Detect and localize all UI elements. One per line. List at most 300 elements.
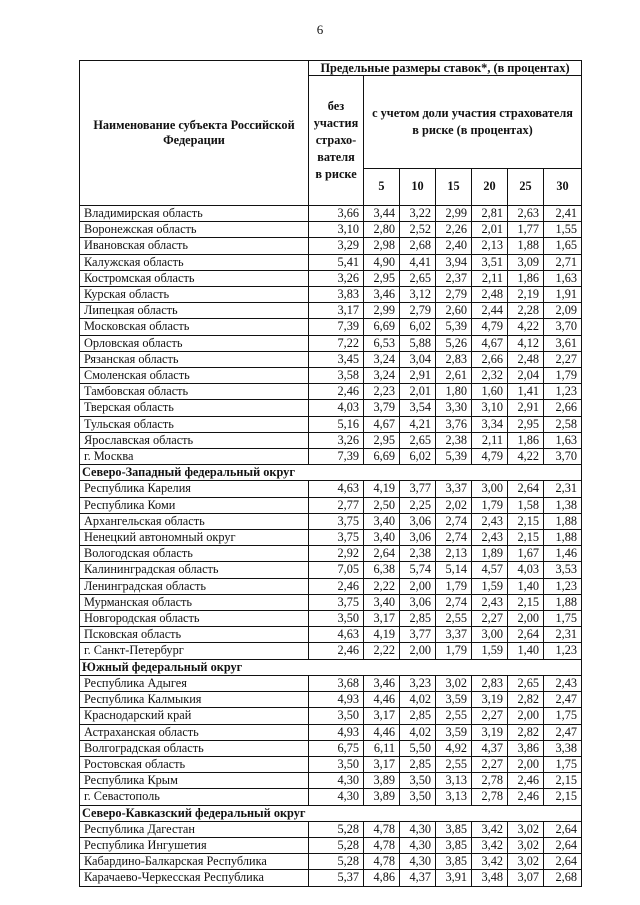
table-row [80,578,582,594]
table-row [80,368,582,384]
rate-without-share: 7,05 [309,562,364,578]
table-row [80,416,582,432]
table-row [80,303,582,319]
table-body [80,206,582,887]
table-row [80,756,582,772]
subject-name: Орловская область [80,335,309,351]
rate-share-5: 3,46 [364,675,400,691]
rate-share-5: 2,50 [364,497,400,513]
rate-without-share: 5,28 [309,837,364,853]
table-row [80,643,582,659]
subject-column-header: Наименование субъекта Российской Федерации [80,61,309,206]
rate-share-15: 4,92 [436,740,472,756]
rate-share-20: 4,37 [472,740,508,756]
table-row [80,627,582,643]
rate-share-25: 1,41 [508,384,544,400]
rate-share-20: 2,27 [472,611,508,627]
subject-name: Кабардино-Балкарская Республика [80,854,309,870]
rate-share-30: 2,64 [544,821,582,837]
rate-share-10: 3,50 [400,789,436,805]
subject-name: Республика Адыгея [80,675,309,691]
rate-share-25: 3,07 [508,870,544,886]
rate-without-share: 2,46 [309,643,364,659]
rate-without-share: 5,28 [309,854,364,870]
rate-share-5: 3,89 [364,773,400,789]
subject-name: Владимирская область [80,206,309,222]
rate-share-5: 3,46 [364,287,400,303]
rate-without-share: 2,46 [309,384,364,400]
rate-share-20: 1,59 [472,578,508,594]
rate-share-25: 2,00 [508,611,544,627]
rate-share-5: 4,67 [364,416,400,432]
subject-name: Тульская область [80,416,309,432]
rate-share-10: 4,30 [400,837,436,853]
table-row [80,821,582,837]
rate-share-10: 6,02 [400,319,436,335]
rate-share-25: 2,64 [508,627,544,643]
rate-without-share: 7,39 [309,319,364,335]
rate-share-25: 2,63 [508,206,544,222]
table-row [80,724,582,740]
table-row [80,546,582,562]
rate-share-25: 2,04 [508,368,544,384]
rate-share-10: 4,30 [400,821,436,837]
rate-share-15: 2,79 [436,287,472,303]
rate-share-15: 2,61 [436,368,472,384]
table-row [80,740,582,756]
rate-share-10: 3,22 [400,206,436,222]
rate-share-30: 2,31 [544,627,582,643]
rate-share-25: 2,46 [508,789,544,805]
rate-share-10: 2,85 [400,708,436,724]
rate-share-10: 3,06 [400,513,436,529]
rate-without-share: 4,30 [309,789,364,805]
rate-share-10: 2,85 [400,611,436,627]
rate-share-30: 1,88 [544,513,582,529]
rate-without-share: 3,68 [309,675,364,691]
rate-share-15: 2,26 [436,222,472,238]
rate-share-25: 2,15 [508,594,544,610]
subject-name: Республика Карелия [80,481,309,497]
rate-share-10: 3,50 [400,773,436,789]
rate-share-20: 2,44 [472,303,508,319]
subject-name: Московская область [80,319,309,335]
rate-share-20: 2,83 [472,675,508,691]
rate-share-15: 3,59 [436,692,472,708]
rate-share-30: 2,66 [544,400,582,416]
subject-name: Калининградская область [80,562,309,578]
subject-name: г. Санкт-Петербург [80,643,309,659]
rate-share-20: 2,11 [472,432,508,448]
rate-share-30: 2,64 [544,837,582,853]
subject-name: Республика Дагестан [80,821,309,837]
rate-without-share: 3,83 [309,287,364,303]
rate-share-30: 1,65 [544,238,582,254]
rate-share-15: 3,37 [436,627,472,643]
rate-share-15: 3,85 [436,821,472,837]
rate-without-share: 2,92 [309,546,364,562]
rate-share-15: 3,30 [436,400,472,416]
rate-share-20: 2,81 [472,206,508,222]
table-row [80,481,582,497]
rate-without-share: 3,75 [309,594,364,610]
subject-name: Калужская область [80,254,309,270]
rate-share-10: 3,54 [400,400,436,416]
subject-name: Астраханская область [80,724,309,740]
rate-share-15: 3,13 [436,789,472,805]
rate-share-15: 3,94 [436,254,472,270]
rate-share-15: 1,79 [436,578,472,594]
rate-share-5: 3,44 [364,206,400,222]
rate-share-15: 3,85 [436,837,472,853]
rates-group-header: Предельные размеры ставок*, (в процентах) [309,61,582,76]
rate-share-20: 3,48 [472,870,508,886]
rate-share-30: 2,58 [544,416,582,432]
table-row [80,611,582,627]
table-row [80,773,582,789]
rate-share-10: 4,41 [400,254,436,270]
rate-without-share: 2,46 [309,578,364,594]
subject-name: Смоленская область [80,368,309,384]
rate-share-10: 2,25 [400,497,436,513]
rate-share-5: 2,95 [364,432,400,448]
rate-without-share: 3,17 [309,303,364,319]
rate-share-20: 3,19 [472,724,508,740]
rate-share-5: 6,69 [364,449,400,465]
rate-share-20: 2,78 [472,773,508,789]
rate-share-10: 2,00 [400,643,436,659]
subject-name: Ленинградская область [80,578,309,594]
rate-without-share: 3,50 [309,611,364,627]
percent-header-25: 25 [508,169,544,206]
rate-without-share: 4,03 [309,400,364,416]
rate-share-10: 2,52 [400,222,436,238]
rate-share-20: 1,89 [472,546,508,562]
rate-share-10: 4,37 [400,870,436,886]
rate-share-25: 1,67 [508,546,544,562]
rate-share-15: 5,26 [436,335,472,351]
rate-share-30: 2,43 [544,675,582,691]
rate-share-20: 4,57 [472,562,508,578]
rate-without-share: 3,26 [309,432,364,448]
rate-share-10: 5,74 [400,562,436,578]
rate-share-25: 3,02 [508,837,544,853]
subject-name: Ненецкий автономный округ [80,530,309,546]
rate-share-25: 3,02 [508,821,544,837]
rate-share-15: 5,39 [436,449,472,465]
rate-share-30: 3,70 [544,449,582,465]
rate-share-30: 1,88 [544,530,582,546]
rate-without-share: 3,75 [309,513,364,529]
rate-share-20: 3,34 [472,416,508,432]
rate-share-30: 2,27 [544,351,582,367]
rate-share-5: 2,80 [364,222,400,238]
rate-share-5: 4,19 [364,481,400,497]
table-row [80,854,582,870]
subject-name: Архангельская область [80,513,309,529]
subject-name: Республика Калмыкия [80,692,309,708]
percent-header-20: 20 [472,169,508,206]
subject-name: Карачаево-Черкесская Республика [80,870,309,886]
rate-share-15: 2,99 [436,206,472,222]
table-row [80,692,582,708]
rate-share-30: 1,38 [544,497,582,513]
rate-share-20: 4,67 [472,335,508,351]
rate-share-15: 2,55 [436,611,472,627]
subject-name: Воронежская область [80,222,309,238]
rate-share-20: 3,42 [472,854,508,870]
percent-header-15: 15 [436,169,472,206]
rate-share-10: 2,65 [400,270,436,286]
subject-name: Курская область [80,287,309,303]
rate-without-share: 3,66 [309,206,364,222]
subject-name: Волгоградская область [80,740,309,756]
rate-share-15: 2,02 [436,497,472,513]
table-row [80,708,582,724]
section-title: Северо-Западный федеральный округ [80,465,582,481]
rate-share-25: 2,15 [508,513,544,529]
rate-share-25: 1,40 [508,578,544,594]
rate-share-10: 3,04 [400,351,436,367]
rate-share-10: 2,68 [400,238,436,254]
rate-share-20: 4,79 [472,319,508,335]
rate-without-share: 3,29 [309,238,364,254]
rate-share-5: 4,86 [364,870,400,886]
rate-share-25: 2,65 [508,675,544,691]
rate-share-10: 2,65 [400,432,436,448]
rate-share-30: 2,47 [544,724,582,740]
rate-without-share: 4,93 [309,724,364,740]
rate-share-20: 2,27 [472,708,508,724]
table-row [80,789,582,805]
rate-share-10: 3,06 [400,594,436,610]
rate-share-25: 4,22 [508,319,544,335]
rate-without-share: 3,50 [309,708,364,724]
rate-share-5: 3,40 [364,530,400,546]
subject-name: г. Москва [80,449,309,465]
rate-share-20: 3,19 [472,692,508,708]
rate-share-15: 2,55 [436,756,472,772]
table-row [80,513,582,529]
rate-share-30: 1,55 [544,222,582,238]
rate-without-share: 5,37 [309,870,364,886]
rate-share-15: 2,74 [436,530,472,546]
rate-share-25: 1,77 [508,222,544,238]
rate-share-10: 2,91 [400,368,436,384]
rate-share-5: 6,11 [364,740,400,756]
table-row [80,594,582,610]
rate-share-10: 2,00 [400,578,436,594]
rate-share-5: 3,24 [364,351,400,367]
rate-share-25: 2,48 [508,351,544,367]
rate-share-15: 1,79 [436,643,472,659]
subject-name: Ивановская область [80,238,309,254]
rate-share-30: 3,61 [544,335,582,351]
rate-without-share: 4,30 [309,773,364,789]
rate-share-15: 2,74 [436,594,472,610]
rate-share-10: 5,50 [400,740,436,756]
rate-share-10: 3,77 [400,627,436,643]
rate-share-5: 4,46 [364,692,400,708]
table-row [80,400,582,416]
rate-share-20: 1,59 [472,643,508,659]
rate-share-30: 1,75 [544,708,582,724]
rate-share-20: 3,42 [472,821,508,837]
rate-share-5: 4,90 [364,254,400,270]
rate-share-25: 2,19 [508,287,544,303]
rate-share-20: 3,10 [472,400,508,416]
rate-share-10: 2,79 [400,303,436,319]
rate-share-15: 2,13 [436,546,472,562]
table-row [80,384,582,400]
rate-share-10: 5,88 [400,335,436,351]
table-header [80,61,582,206]
rate-share-25: 4,12 [508,335,544,351]
rate-share-30: 1,63 [544,432,582,448]
rate-share-10: 6,02 [400,449,436,465]
rate-share-30: 2,15 [544,773,582,789]
rate-share-30: 1,23 [544,643,582,659]
rate-share-20: 2,43 [472,530,508,546]
rate-share-25: 1,40 [508,643,544,659]
rate-share-5: 2,23 [364,384,400,400]
table-row [80,287,582,303]
rate-share-30: 3,53 [544,562,582,578]
rate-share-10: 2,85 [400,756,436,772]
subject-name: Псковская область [80,627,309,643]
rate-share-15: 3,85 [436,854,472,870]
table-row [80,432,582,448]
rate-without-share: 3,45 [309,351,364,367]
subject-name: г. Севастополь [80,789,309,805]
rate-share-5: 3,40 [364,513,400,529]
table-row [80,335,582,351]
rate-without-share: 4,63 [309,481,364,497]
rate-share-20: 3,00 [472,481,508,497]
rate-share-20: 2,78 [472,789,508,805]
subject-name: Краснодарский край [80,708,309,724]
rate-share-5: 2,99 [364,303,400,319]
rate-share-25: 2,64 [508,481,544,497]
subject-name: Республика Коми [80,497,309,513]
rate-share-10: 4,02 [400,692,436,708]
rate-without-share: 7,22 [309,335,364,351]
subject-name: Мурманская область [80,594,309,610]
rate-share-30: 1,23 [544,384,582,400]
rate-share-25: 2,28 [508,303,544,319]
rate-share-5: 6,53 [364,335,400,351]
rate-share-20: 2,66 [472,351,508,367]
table-row [80,254,582,270]
table-row [80,449,582,465]
rate-share-25: 2,00 [508,708,544,724]
rate-share-30: 1,75 [544,756,582,772]
subject-name: Новгородская область [80,611,309,627]
rate-share-25: 4,03 [508,562,544,578]
rate-share-15: 2,83 [436,351,472,367]
rate-share-15: 5,39 [436,319,472,335]
rate-share-25: 2,82 [508,692,544,708]
rate-without-share: 5,41 [309,254,364,270]
rate-share-5: 3,24 [364,368,400,384]
subject-name: Республика Ингушетия [80,837,309,853]
rate-share-10: 4,30 [400,854,436,870]
rate-share-10: 3,12 [400,287,436,303]
rate-share-15: 2,38 [436,432,472,448]
rate-share-30: 1,88 [544,594,582,610]
rate-share-30: 1,75 [544,611,582,627]
rate-share-10: 3,23 [400,675,436,691]
rate-share-5: 4,46 [364,724,400,740]
rate-without-share: 4,63 [309,627,364,643]
rate-share-5: 3,89 [364,789,400,805]
rate-share-5: 2,95 [364,270,400,286]
rate-share-20: 2,01 [472,222,508,238]
rate-share-20: 2,32 [472,368,508,384]
rate-share-25: 2,82 [508,724,544,740]
rate-share-20: 2,43 [472,513,508,529]
rate-share-25: 2,95 [508,416,544,432]
rate-share-25: 1,86 [508,270,544,286]
rate-share-30: 2,41 [544,206,582,222]
rate-share-5: 2,22 [364,643,400,659]
rate-share-15: 2,40 [436,238,472,254]
rate-share-30: 1,46 [544,546,582,562]
rate-share-30: 2,09 [544,303,582,319]
rate-share-5: 6,38 [364,562,400,578]
rate-without-share: 3,75 [309,530,364,546]
table-row [80,206,582,222]
rate-share-10: 2,38 [400,546,436,562]
rate-without-share: 6,75 [309,740,364,756]
rate-without-share: 4,93 [309,692,364,708]
rate-share-20: 2,48 [472,287,508,303]
table-row [80,562,582,578]
rate-share-10: 4,21 [400,416,436,432]
table-row [80,530,582,546]
rate-share-20: 2,43 [472,594,508,610]
rate-share-30: 3,70 [544,319,582,335]
table-row [80,497,582,513]
section-row [80,805,582,821]
rate-share-5: 3,79 [364,400,400,416]
rate-share-15: 3,02 [436,675,472,691]
rate-share-5: 2,64 [364,546,400,562]
rate-share-30: 2,68 [544,870,582,886]
subject-name: Вологодская область [80,546,309,562]
rate-share-20: 3,51 [472,254,508,270]
rate-share-30: 2,47 [544,692,582,708]
rate-share-15: 2,60 [436,303,472,319]
rate-share-25: 3,86 [508,740,544,756]
subject-name: Костромская область [80,270,309,286]
rate-share-15: 5,14 [436,562,472,578]
rate-share-20: 1,79 [472,497,508,513]
rate-share-20: 3,00 [472,627,508,643]
percent-header-10: 10 [400,169,436,206]
rate-without-share: 3,58 [309,368,364,384]
rate-share-5: 4,78 [364,837,400,853]
rate-share-25: 2,91 [508,400,544,416]
rate-share-30: 2,15 [544,789,582,805]
rate-share-10: 4,02 [400,724,436,740]
rate-without-share: 3,10 [309,222,364,238]
rate-share-5: 2,98 [364,238,400,254]
section-row [80,465,582,481]
rate-share-15: 3,37 [436,481,472,497]
rate-share-20: 4,79 [472,449,508,465]
page-number: 6 [316,22,324,37]
